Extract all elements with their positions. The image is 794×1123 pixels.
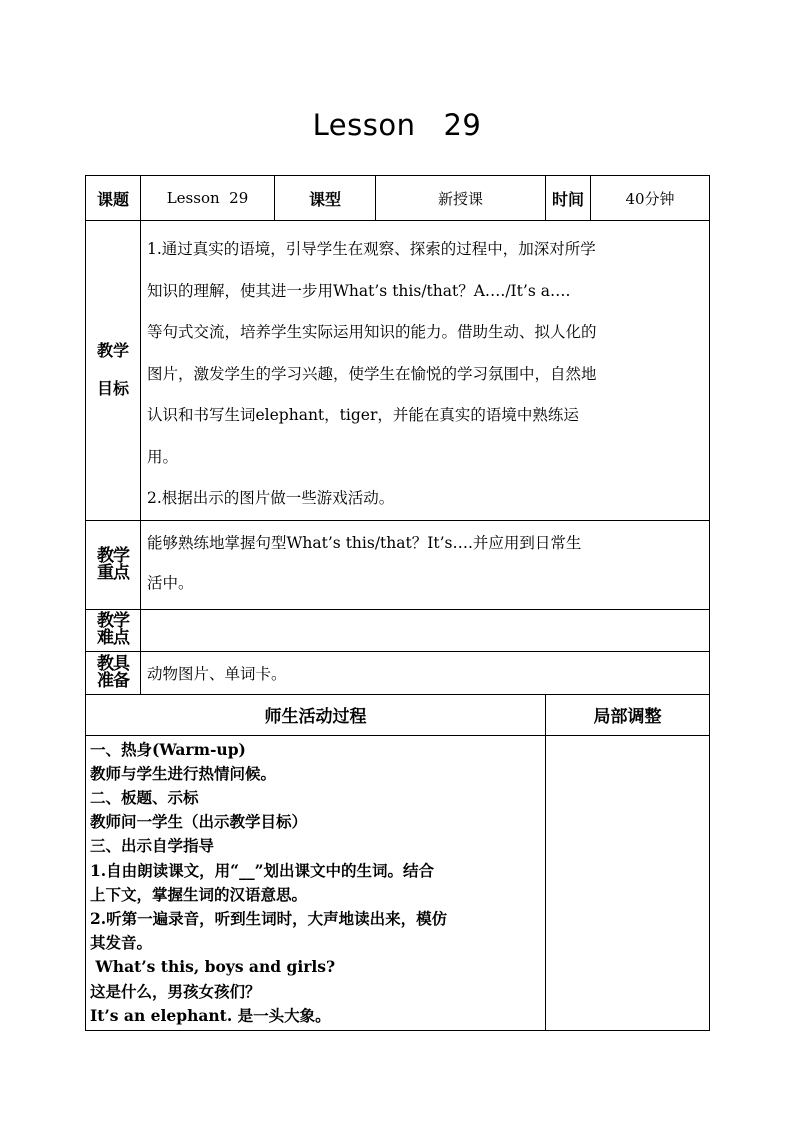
- topic-value: Lesson 29: [141, 176, 275, 221]
- title-number: 29: [443, 108, 482, 142]
- local-adjustment-header: 局部调整: [546, 694, 710, 735]
- goal-line: 等句式交流，培养学生实际运用知识的能力。借助生动、拟人化的: [147, 323, 597, 341]
- topic-label: 课题: [86, 176, 141, 221]
- goal-line: 用。: [147, 447, 179, 466]
- goals-text: [141, 221, 710, 521]
- goals-row: [86, 221, 710, 521]
- goal-line: 图片，激发学生的学习兴趣，使学生在愉悦的学习氛围中，自然地: [147, 364, 597, 383]
- difficulties-label-line2: 难点: [97, 628, 129, 648]
- local-adjustment-cell: [546, 735, 710, 1030]
- goal-line: 1.通过真实的语境，引导学生在观察、探索的过程中，加深对所学: [147, 240, 596, 258]
- process-line: 上下文，掌握生词的汉语意思。: [90, 884, 308, 904]
- key-points-text: [141, 520, 710, 609]
- process-header-row: [86, 694, 710, 735]
- info-row: [86, 176, 710, 221]
- title-word: Lesson: [312, 108, 416, 142]
- type-value: 新授课: [376, 176, 546, 221]
- key-points-label: [86, 520, 141, 609]
- activity-process-text: [86, 735, 546, 1030]
- key-points-label-line1: 教学: [97, 545, 129, 566]
- goal-line: 知识的理解，使其进一步用What’s this/that？A…./It’s a….: [147, 281, 571, 300]
- tools-label-line1: 教具: [97, 653, 129, 674]
- goals-label: [86, 221, 141, 521]
- goals-label-line2: 目标: [96, 379, 129, 399]
- process-line: What’s this, boys and girls?: [90, 957, 336, 977]
- goal-line: 认识和书写生词elephant，tiger，并能在真实的语境中熟练运: [147, 406, 579, 424]
- tools-label: [86, 651, 141, 694]
- key-point-line: 能够熟练地掌握句型What’s this/that？It’s….并应用到日常生: [147, 533, 582, 552]
- key-point-line: 活中。: [147, 573, 194, 592]
- process-line: 教师与学生进行热情问候。: [90, 763, 277, 783]
- tools-value: 动物图片、单词卡。: [141, 651, 710, 694]
- difficulties-label: [86, 609, 141, 651]
- process-line: 教师问一学生（出示教学目标）: [90, 812, 308, 832]
- process-line: 1.自由朗读课文，用“__”划出课文中的生词。结合: [90, 860, 435, 880]
- goal-line: 2.根据出示的图片做一些游戏活动。: [147, 489, 395, 507]
- process-line: 一、热身(Warm-up): [90, 739, 246, 759]
- lesson-plan-table: [85, 175, 710, 1031]
- difficulties-label-line1: 教学: [97, 611, 129, 631]
- difficulties-value: [141, 609, 710, 651]
- time-value: 40分钟: [591, 176, 710, 221]
- process-line: 2.听第一遍录音，听到生词时，大声地读出来，模仿: [90, 908, 448, 928]
- tools-row: [86, 651, 710, 694]
- process-line: 这是什么，男孩女孩们？: [90, 981, 261, 1001]
- goals-label-line1: 教学: [96, 341, 129, 361]
- document-title: [0, 108, 794, 142]
- activity-process-header: 师生活动过程: [86, 694, 546, 735]
- process-line: 二、板题、示标: [90, 787, 199, 807]
- key-points-row: [86, 520, 710, 609]
- process-line: 三、出示自学指导: [90, 836, 215, 856]
- key-points-label-line2: 重点: [97, 562, 129, 583]
- time-label: 时间: [546, 176, 591, 221]
- difficulties-row: [86, 609, 710, 651]
- tools-label-line2: 准备: [97, 670, 129, 691]
- process-row: [86, 735, 710, 1030]
- process-line: It’s an elephant. 是一头大象。: [90, 1005, 331, 1025]
- process-line: 其发音。: [90, 933, 153, 953]
- type-label: 课型: [275, 176, 376, 221]
